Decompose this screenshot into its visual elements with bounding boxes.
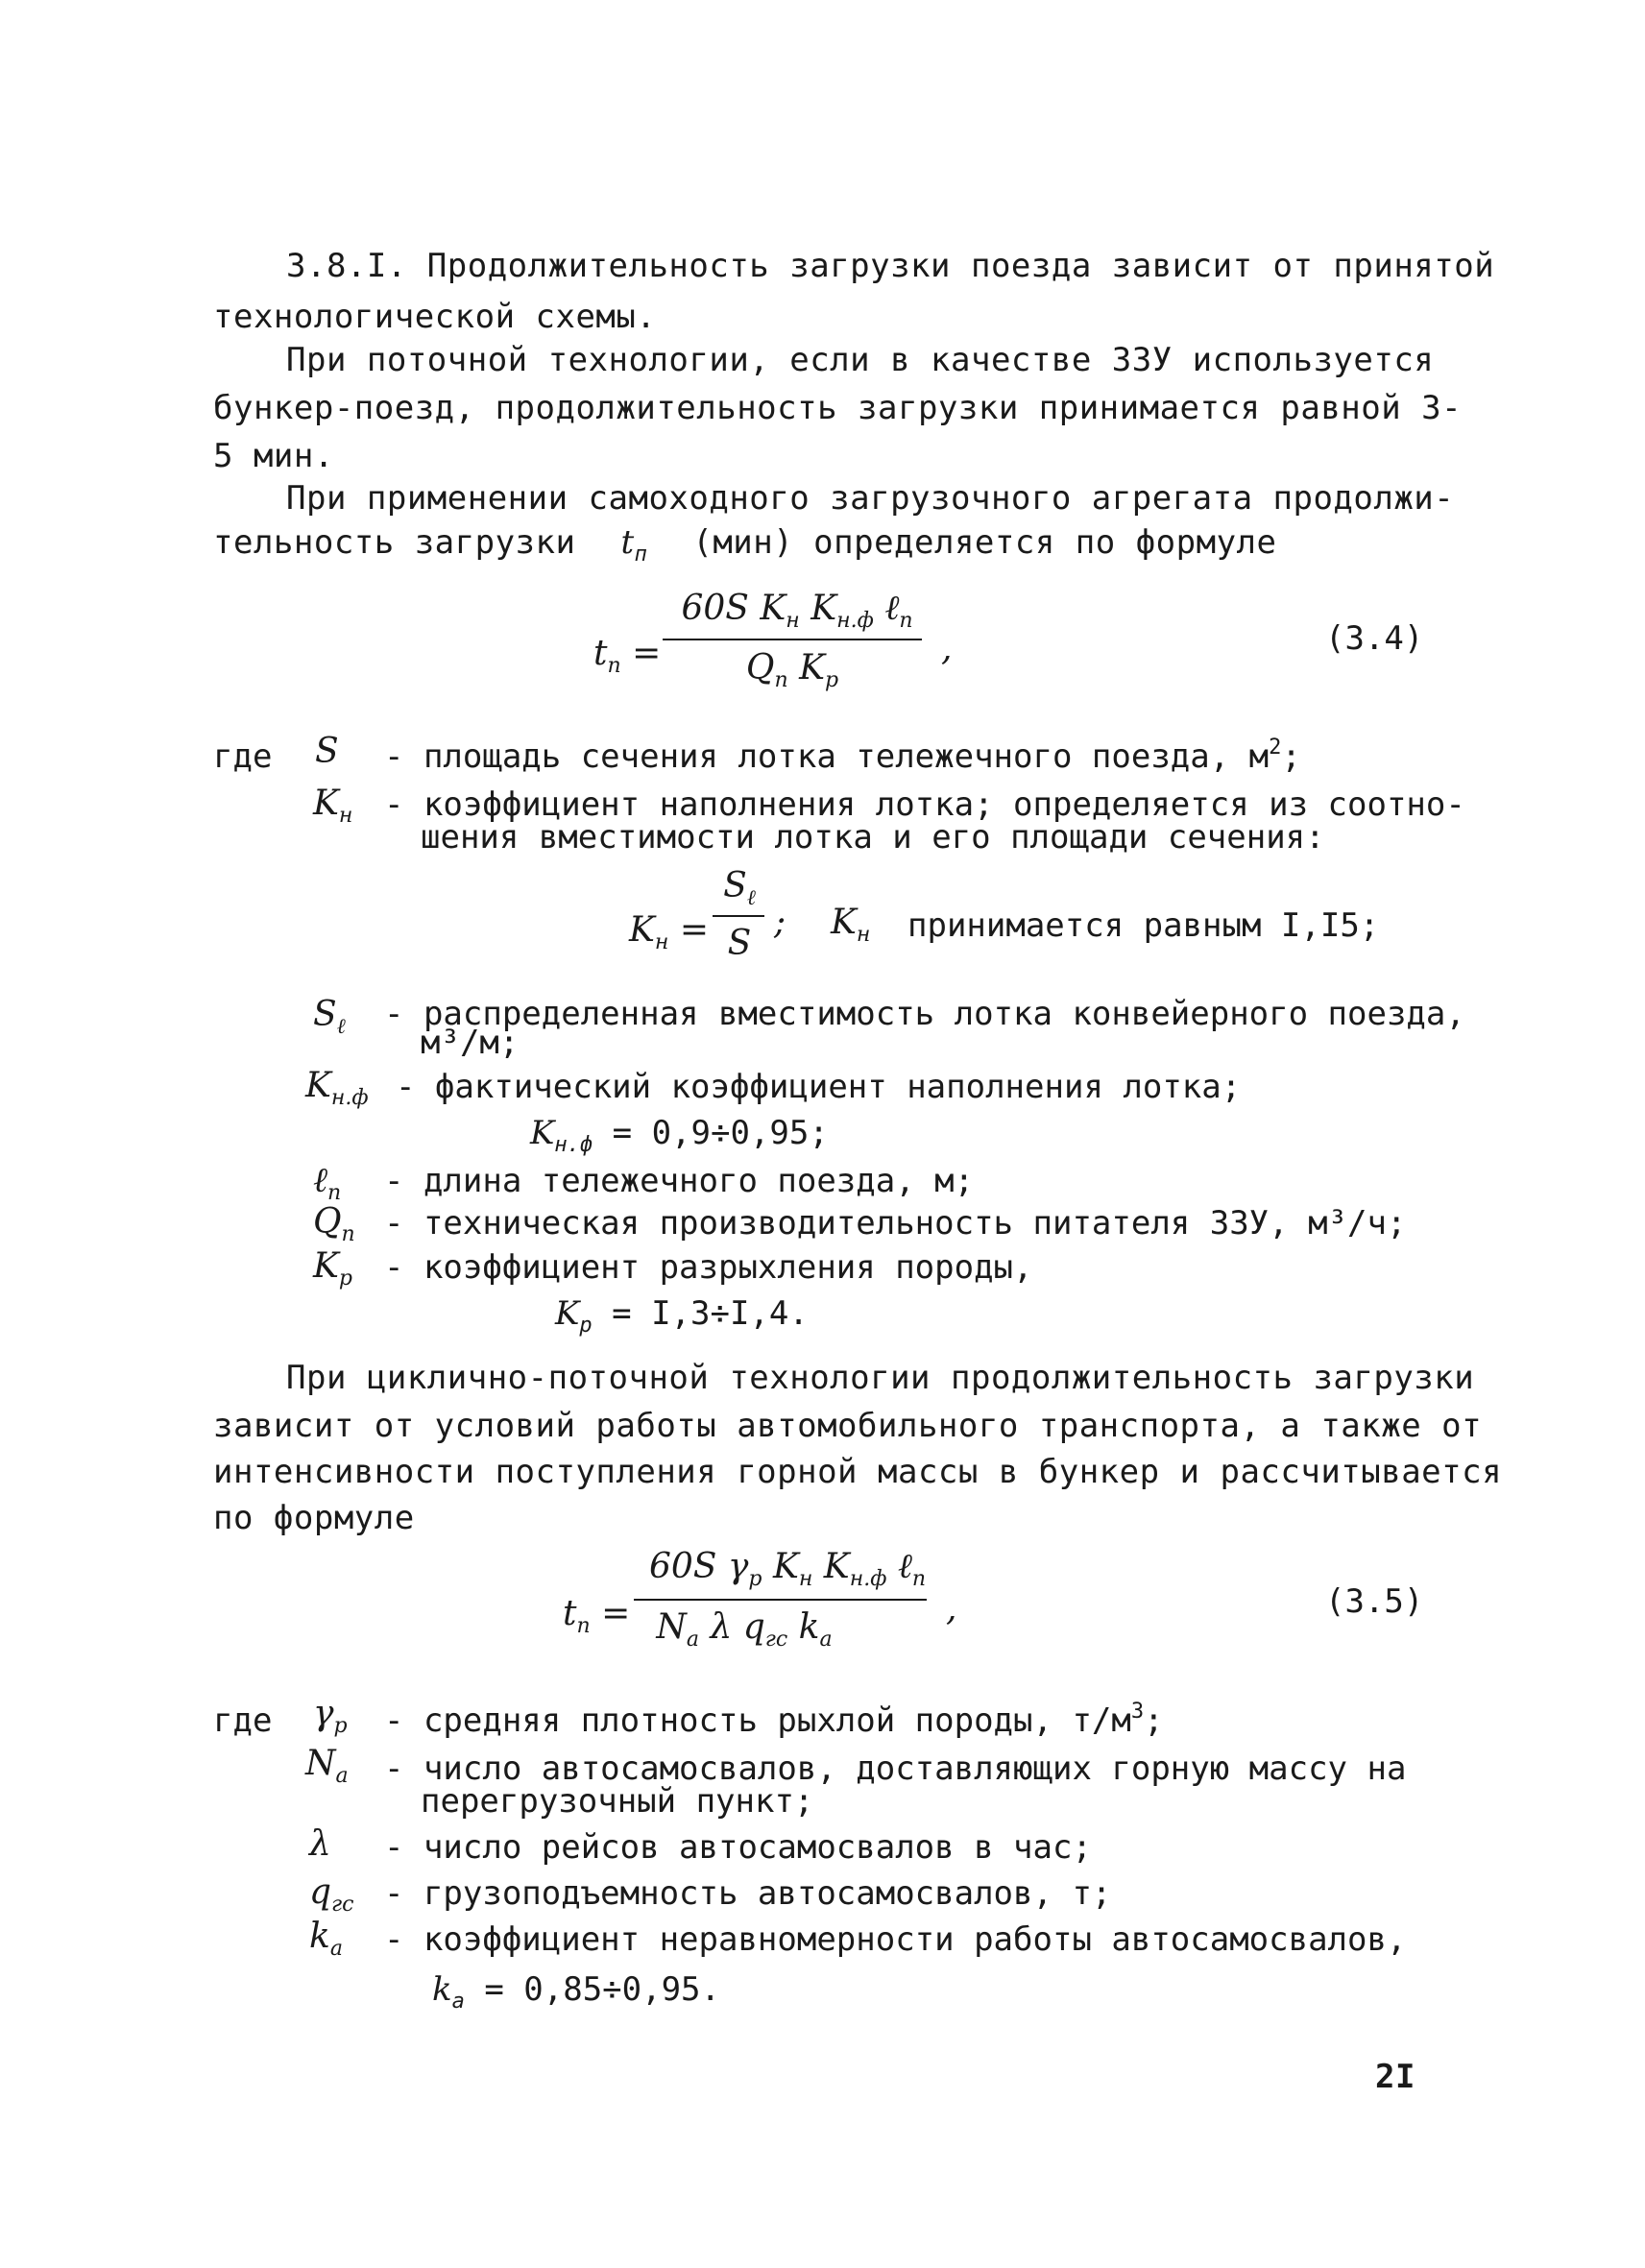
def-Knf-sub: н.ф <box>330 1086 369 1110</box>
def-gamma-end: ; <box>1144 1701 1164 1740</box>
para3-line2-a: тельность загрузки <box>213 523 576 562</box>
kn-eq-denominator: S <box>727 924 752 963</box>
kn-eq-text: принимается равным I,I5; <box>907 906 1380 945</box>
def-S-text-main: - площадь сечения лотка тележечного поезда, м <box>384 737 1270 776</box>
def-Knf-k: K <box>305 1066 331 1105</box>
eq35-lhs-sub: п <box>576 1614 591 1638</box>
def-k-value-k: k <box>432 1970 452 2009</box>
eq34-num-sub1: н <box>786 609 800 633</box>
def-gamma-text <box>384 1701 1164 1745</box>
kn-eq-fraction-line <box>713 915 764 917</box>
def-Qn-sub: п <box>341 1222 355 1246</box>
eq35-num-k2: K <box>823 1547 850 1586</box>
def-gamma-symbol <box>313 1694 348 1738</box>
def-Knf-text: - фактический коэффициент наполнения лотка; <box>396 1068 1242 1106</box>
def-Knf-value-num: = 0,9÷0,95; <box>612 1114 829 1152</box>
eq34-lhs-sub: п <box>607 654 621 678</box>
def-k-symbol <box>309 1917 343 1961</box>
para2-line2: бункер-поезд, продолжительность загрузки принимается равной 3- <box>213 389 1463 427</box>
para4-line2: зависит от условий работы автомобильного транспорта, а также от <box>213 1407 1483 1445</box>
def-Qn-text: - техническая производительность питателя ЗЗУ, м³/ч; <box>384 1204 1407 1243</box>
def-k-value-num: = 0,85÷0,95. <box>484 1970 720 2009</box>
eq35-num-l: ℓ <box>897 1547 912 1586</box>
eq34-lhs-t: t <box>593 634 608 673</box>
def-Kn-symbol <box>313 784 353 828</box>
def-Qn-q: Q <box>313 1202 342 1242</box>
eq35-lhs-t: t <box>563 1594 577 1633</box>
eq35-denominator <box>634 1607 855 1652</box>
kn-eq-num-s: S <box>723 866 747 905</box>
eq35-tail: , <box>946 1589 957 1629</box>
def-S-end: ; <box>1281 737 1301 776</box>
kn-eq-num-sub: ℓ <box>746 886 756 910</box>
def-Knf-value-k: K <box>530 1114 555 1152</box>
def-gamma-sup: 3 <box>1130 1700 1145 1724</box>
eq34-num-l: ℓ <box>884 589 900 628</box>
para4-line1: При циклично-поточной технологии продолжительность загрузки <box>286 1359 1475 1397</box>
page-number: 2I <box>1375 2058 1415 2096</box>
kn-eq-semicolon: ; <box>774 903 786 942</box>
defs2-where: где <box>213 1701 273 1740</box>
def-k-sub: а <box>329 1937 343 1961</box>
eq35-den-n: N <box>656 1607 687 1647</box>
para4-line4: по формуле <box>213 1499 415 1537</box>
def-S-sup: 2 <box>1269 736 1282 760</box>
kn-eq-numerator <box>711 866 768 910</box>
eq35-den-lambda: λ <box>710 1607 733 1647</box>
eq35-den-sub2: гс <box>764 1628 788 1652</box>
eq34-den-sub1: п <box>774 668 788 692</box>
eq35-fraction-line <box>634 1599 927 1601</box>
kn-eq-lhs-k: K <box>629 910 655 950</box>
def-Kn-k: K <box>313 784 339 823</box>
def-gamma-text-main: - средняя плотность рыхлой породы, т/м <box>384 1701 1131 1740</box>
eq34-num-k2: K <box>810 589 837 628</box>
kn-eq-k-sub: н <box>856 923 871 947</box>
def-Knf-value-sub: н.ф <box>554 1133 593 1157</box>
def-Knf-symbol <box>305 1066 369 1110</box>
def-Sl-sub: ℓ <box>336 1015 346 1039</box>
eq34-lhs: $t_п$ = <box>593 634 662 678</box>
def-S-text <box>384 737 1301 781</box>
eq35-den-q: q <box>742 1607 765 1647</box>
def-Sl-s: S <box>313 995 337 1034</box>
eq34-num-sub2: н.ф <box>836 609 874 633</box>
eq35-num-sub2: н <box>798 1567 813 1591</box>
eq35-lhs: $t_п$ = <box>563 1594 631 1638</box>
def-lambda-symbol: λ <box>309 1824 331 1864</box>
def-q-text: - грузоподъемность автосамосвалов, т; <box>384 1874 1112 1913</box>
def-Kr-value <box>555 1294 809 1338</box>
def-Knf-value <box>530 1114 829 1157</box>
def-Kr-sub: р <box>338 1267 352 1291</box>
def-Kr-k: K <box>313 1246 339 1286</box>
eq34-denominator <box>663 648 922 692</box>
para3-line2 <box>213 519 1276 571</box>
kn-eq-lhs: $K_н$ = <box>629 910 710 954</box>
eq34-den-q: Q <box>745 648 775 688</box>
def-lambda-text: - число рейсов автосамосвалов в час; <box>384 1828 1092 1867</box>
def-q-sub: гс <box>331 1893 354 1917</box>
def-Sl-symbol <box>313 995 346 1039</box>
def-S-symbol: S <box>315 732 339 771</box>
kn-eq-k <box>831 903 871 947</box>
def-Kr-text: - коэффициент разрыхления породы, <box>384 1248 1033 1287</box>
eq34-num-sub3: п <box>899 609 913 633</box>
para1-line2: технологической схемы. <box>213 298 657 336</box>
eq35-den-k: k <box>798 1607 820 1647</box>
def-Kr-value-num: = I,3÷I,4. <box>612 1294 809 1333</box>
def-N-n: N <box>305 1744 336 1783</box>
eq35-num-sub3: н.ф <box>849 1567 887 1591</box>
def-k-k: k <box>309 1917 330 1956</box>
eq35-num-k1: K <box>772 1547 799 1586</box>
def-gamma-sub: р <box>333 1714 348 1738</box>
def-q-q: q <box>309 1872 332 1912</box>
def-Kn-text2: шения вместимости лотка и его площади сечения: <box>421 818 1325 857</box>
para2-line3: 5 мин. <box>213 437 334 475</box>
eq35-den-sub3: а <box>819 1628 833 1652</box>
eq34-fraction-line <box>663 639 922 640</box>
para3-line2-b: (мин) определяется по формуле <box>692 523 1277 562</box>
eq35-numerator <box>634 1546 941 1591</box>
eq35-num-sub1: р <box>748 1567 762 1591</box>
def-k-value <box>432 1970 720 2014</box>
defs1-where: где <box>213 737 273 776</box>
kn-eq-k-letter: K <box>831 903 857 942</box>
def-N-text1: - число автосамосвалов, доставляющих горную массу на <box>384 1749 1407 1788</box>
eq34-den-sub2: р <box>824 668 839 692</box>
def-k-text: - коэффициент неравномерности работы автосамосвалов, <box>384 1920 1407 1959</box>
eq34-numerator <box>663 588 931 633</box>
def-N-sub: а <box>335 1764 349 1788</box>
tn-subscript: п <box>634 543 648 567</box>
def-ln-sub: п <box>327 1181 342 1205</box>
eq34-num-main: 60S K <box>681 589 786 628</box>
para3-line1: При применении самоходного загрузочного агрегата продолжи- <box>286 479 1455 518</box>
def-Kr-value-sub: р <box>579 1314 593 1338</box>
eq34-den-k: K <box>799 648 825 688</box>
def-ln-symbol <box>313 1160 342 1205</box>
def-Kn-sub: н <box>338 804 353 828</box>
para1-line1: 3.8.I. Продолжительность загрузки поезда зависит от принятой <box>286 247 1495 285</box>
def-Sl-text2: м³/м; <box>421 1024 520 1062</box>
def-k-value-sub: а <box>451 1990 465 2014</box>
eq35-num-sub4: п <box>911 1567 927 1591</box>
kn-eq-lhs-sub: н <box>654 930 669 954</box>
def-gamma-g: γ <box>313 1694 334 1733</box>
def-ln-l: ℓ <box>313 1161 327 1200</box>
def-Qn-symbol <box>313 1202 355 1246</box>
eq35-num-main: 60S γ <box>648 1547 749 1586</box>
eq35-den-sub1: а <box>686 1628 699 1652</box>
eq34-number: (3.4) <box>1325 619 1424 658</box>
eq35-number: (3.5) <box>1325 1582 1424 1621</box>
def-N-symbol <box>305 1744 349 1788</box>
def-Kn-text1: - коэффициент наполнения лотка; определяется из соотно- <box>384 785 1465 824</box>
def-ln-text: - длина тележечного поезда, м; <box>384 1162 975 1200</box>
tn-symbol: t <box>620 523 635 562</box>
eq34-tail: , <box>941 629 953 668</box>
def-Kr-symbol <box>313 1246 352 1291</box>
def-Sl-text1: - распределенная вместимость лотка конвейерного поезда, <box>384 995 1465 1033</box>
para4-line3: интенсивности поступления горной массы в бункер и рассчитывается <box>213 1453 1503 1491</box>
para2-line1: При поточной технологии, если в качестве ЗЗУ используется <box>286 341 1435 379</box>
def-Kr-value-k: K <box>555 1294 580 1333</box>
def-q-symbol <box>309 1872 354 1917</box>
def-N-text2: перегрузочный пункт; <box>421 1782 814 1821</box>
